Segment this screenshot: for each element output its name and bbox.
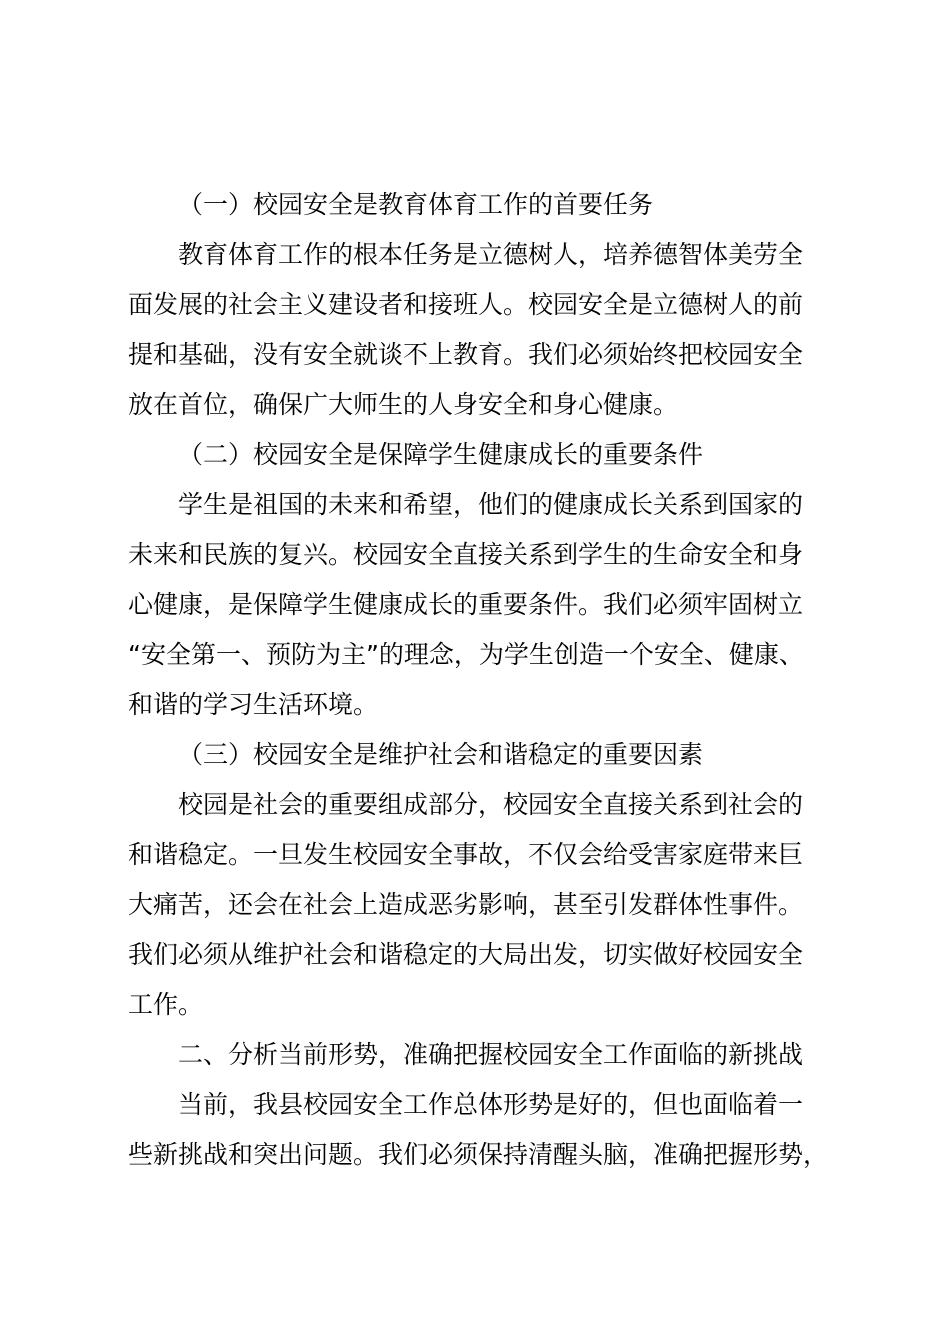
paragraph-line: 放在首位，确保广大师生的人身安全和身心健康。 — [128, 390, 679, 419]
paragraph-line: 和谐稳定。一旦发生校园安全事故，不仅会给受害家庭带来巨 — [128, 840, 804, 869]
section-heading-2: （二）校园安全是保障学生健康成长的重要条件 — [178, 440, 704, 469]
section-heading-3: （三）校园安全是维护社会和谐稳定的重要因素 — [178, 740, 704, 769]
paragraph-line: 心健康，是保障学生健康成长的重要条件。我们必须牢固树立 — [128, 590, 804, 619]
paragraph-line: 工作。 — [128, 990, 204, 1019]
section-heading-1: （一）校园安全是教育体育工作的首要任务 — [178, 190, 654, 219]
paragraph-line: 学生是祖国的未来和希望，他们的健康成长关系到国家的 — [178, 490, 804, 519]
paragraph-line: 教育体育工作的根本任务是立德树人，培养德智体美劳全 — [178, 240, 804, 269]
paragraph-line: 校园是社会的重要组成部分，校园安全直接关系到社会的 — [178, 790, 804, 819]
paragraph-line: 提和基础，没有安全就谈不上教育。我们必须始终把校园安全 — [128, 340, 804, 369]
paragraph-line: 未来和民族的复兴。校园安全直接关系到学生的生命安全和身 — [128, 540, 804, 569]
paragraph-line: 和谐的学习生活环境。 — [128, 690, 379, 719]
paragraph-line: 面发展的社会主义建设者和接班人。校园安全是立德树人的前 — [128, 290, 804, 319]
paragraph-line: 些新挑战和突出问题。我们必须保持清醒头脑，准确把握形势， — [128, 1140, 829, 1169]
paragraph-line: 我们必须从维护社会和谐稳定的大局出发，切实做好校园安全 — [128, 940, 804, 969]
paragraph-line: 大痛苦，还会在社会上造成恶劣影响，甚至引发群体性事件。 — [128, 890, 804, 919]
paragraph-line: “安全第一、预防为主”的理念，为学生创造一个安全、健康、 — [128, 640, 804, 669]
paragraph-line: 当前，我县校园安全工作总体形势是好的，但也面临着一 — [178, 1090, 804, 1119]
chapter-heading-2: 二、分析当前形势，准确把握校园安全工作面临的新挑战 — [178, 1040, 804, 1069]
